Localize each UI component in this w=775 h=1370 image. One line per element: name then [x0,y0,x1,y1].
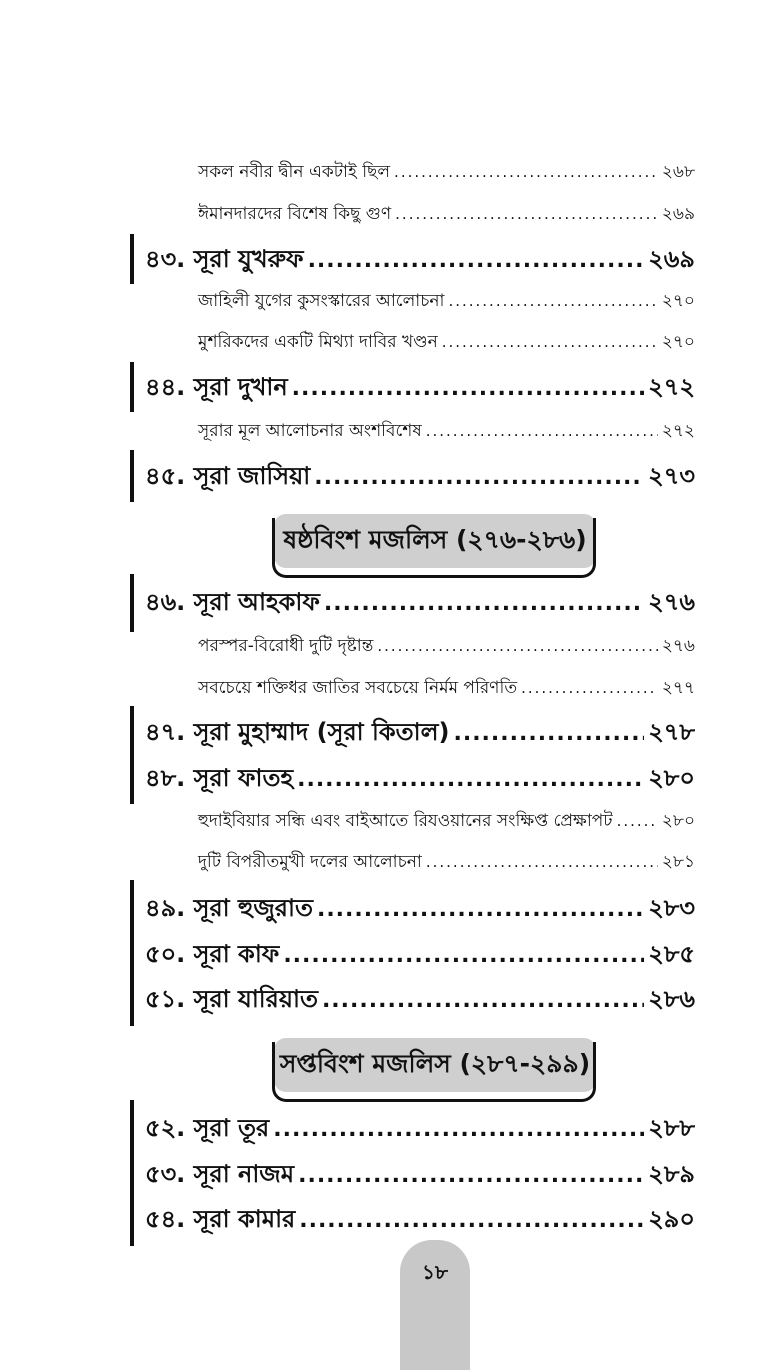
toc-chapter-page: ২৮৮ [648,1114,695,1142]
toc-entry-page: ২৭০ [661,291,695,311]
toc-chapter[interactable] [0,977,775,1021]
toc-entry-page: ২৭০ [661,332,695,352]
toc-entry-title: সূরার মূল আলোচনার অংশবিশেষ [198,421,422,441]
toc-entry-page: ২৬৮ [661,162,695,182]
dot-leader [453,712,644,754]
toc-chapter-title: ৫০. সূরা কাফ [145,940,280,968]
toc-chapter[interactable] [0,237,775,281]
toc-chapter-page: ২৬৯ [648,245,695,273]
dot-leader [314,456,644,498]
toc-entry-page: ২৭৭ [661,678,695,698]
dot-leader [521,668,658,708]
toc-chapter[interactable] [0,1197,775,1241]
dot-leader [292,367,645,409]
dot-leader [442,322,658,362]
toc-entry[interactable] [0,322,775,362]
toc-entry[interactable] [0,801,775,841]
toc-entry[interactable] [0,281,775,321]
toc-entry-page: ২৭২ [661,421,695,441]
session-heading-text: সপ্তবিংশ মজলিস (২৮৭-২৯৯) [279,1048,591,1078]
toc-chapter-page: ২৭৩ [648,462,695,490]
toc-chapter-title: ৪৪. সূরা দুখান [145,373,288,401]
toc-entry-title: সবচেয়ে শক্তিধর জাতির সবচেয়ে নির্মম পরিণতি [198,678,518,698]
toc-chapter-title: ৫৩. সূরা নাজম [145,1160,295,1188]
toc-entry-title: হুদাইবিয়ার সন্ধি এবং বাইআতে রিযওয়ানের সংক্ষিপ্ত প্রেক্ষাপট [198,811,613,831]
toc-chapter-title: ৪৫. সূরা জাসিয়া [145,462,311,490]
dot-leader [322,979,644,1021]
toc-chapter-page: ২৮৫ [648,940,695,968]
dot-leader [395,194,658,234]
dot-leader [298,1154,644,1196]
toc-chapter-page: ২৮৬ [648,985,695,1013]
toc-entry-page: ২৮১ [661,852,695,872]
toc-chapter-title: ৫১. সূরা যারিয়াত [145,985,318,1013]
dot-leader [426,411,658,451]
toc-chapter[interactable] [0,1106,775,1150]
toc-chapter-page: ২৮০ [648,764,695,792]
toc-chapter[interactable] [0,580,775,624]
toc-entry-page: ২৬৯ [661,204,695,224]
toc-chapter[interactable] [0,365,775,409]
toc-chapter-page: ২৭৬ [648,588,695,616]
toc-chapter[interactable] [0,886,775,930]
toc-chapter-title: ৫৪. সূরা কামার [145,1205,296,1233]
toc-entry-title: দুটি বিপরীতমুখী দলের আলোচনা [198,852,422,872]
toc-entry[interactable] [0,152,775,192]
page-number: ১৮ [422,1260,448,1284]
dot-leader [426,842,658,882]
toc-entry[interactable] [0,842,775,882]
toc-entry-title: ঈমানদারদের বিশেষ কিছু গুণ [198,204,392,224]
toc-chapter[interactable] [0,756,775,800]
dot-leader [283,934,644,976]
toc-entry-page: ২৭৬ [661,636,695,656]
toc-chapter-page: ২৭২ [648,373,695,401]
dot-leader [297,758,644,800]
toc-chapter[interactable] [0,1152,775,1196]
toc-entry-page: ২৮০ [661,811,695,831]
session-heading-frame [272,1042,596,1102]
dot-leader [299,1199,644,1241]
toc-entry[interactable] [0,194,775,234]
page-number-tab [400,1240,470,1370]
toc-entry[interactable] [0,626,775,666]
dot-leader [308,239,645,281]
toc-entry[interactable] [0,668,775,708]
toc-chapter[interactable] [0,710,775,754]
dot-leader [324,582,644,624]
dot-leader [273,1108,644,1150]
toc-chapter-title: ৪৭. সূরা মুহাম্মাদ (সূরা কিতাল) [145,718,450,746]
toc-entry-title: সকল নবীর দ্বীন একটাই ছিল [198,162,391,182]
toc-entry-title: পরস্পর-বিরোধী দুটি দৃষ্টান্ত [198,636,374,656]
toc-chapter-title: ৪৮. সূরা ফাতহ [145,764,294,792]
dot-leader [317,888,644,930]
toc-entry[interactable] [0,411,775,451]
toc-chapter-title: ৪৯. সূরা হুজুরাত [145,894,313,922]
toc-chapter-page: ২৯০ [648,1205,695,1233]
toc-entry-title: মুশরিকদের একটি মিথ্যা দাবির খণ্ডন [198,332,438,352]
session-heading-text: ষষ্ঠবিংশ মজলিস (২৭৬-২৮৬) [283,524,587,554]
toc-entry-title: জাহিলী যুগের কুসংস্কারের আলোচনা [198,291,445,311]
dot-leader [394,152,658,192]
toc-chapter-title: ৪৬. সূরা আহকাফ [145,588,320,616]
session-heading-frame [272,518,596,578]
toc-chapter-title: ৫২. সূরা তূর [145,1114,270,1142]
dot-leader [377,626,657,666]
toc-chapter-title: ৪৩. সূরা যুখরুফ [145,245,304,273]
toc-chapter[interactable] [0,932,775,976]
toc-chapter-page: ২৮৩ [648,894,695,922]
dot-leader [617,801,658,841]
toc-chapter[interactable] [0,454,775,498]
toc-chapter-page: ২৮৯ [648,1160,695,1188]
toc-chapter-page: ২৭৮ [648,718,695,746]
dot-leader [448,281,657,321]
